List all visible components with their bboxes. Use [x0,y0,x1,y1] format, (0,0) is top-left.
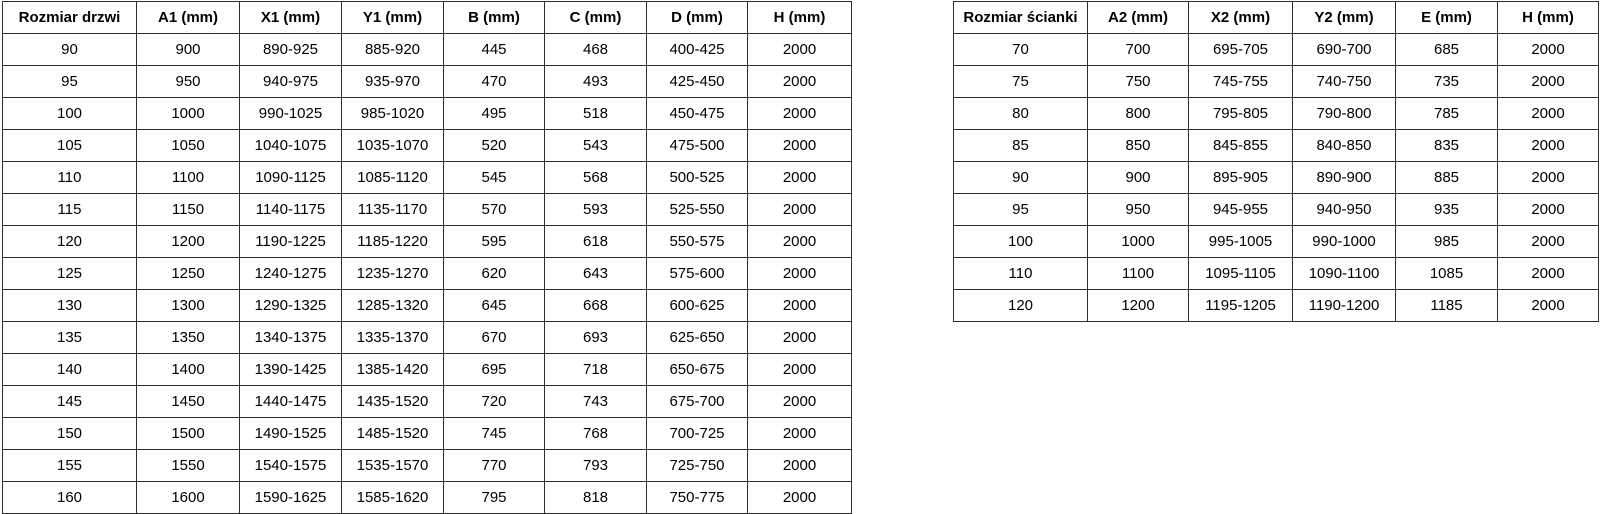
table-cell: 400-425 [647,34,748,66]
table-cell: 1200 [137,226,240,258]
table-cell: 1085-1120 [342,162,444,194]
table-cell: 75 [954,66,1088,98]
table-cell: 2000 [1498,34,1599,66]
table-cell: 1335-1370 [342,322,444,354]
table-cell: 1235-1270 [342,258,444,290]
table-cell: 945-955 [1189,194,1293,226]
table-row [3,130,852,162]
table-cell: 1095-1105 [1189,258,1293,290]
wall-size-table [953,1,1599,322]
table-cell: 2000 [748,354,852,386]
table-cell: 985-1020 [342,98,444,130]
table-row [3,354,852,386]
table-cell: 2000 [748,34,852,66]
table-cell: 425-450 [647,66,748,98]
table-cell: 568 [545,162,647,194]
table-row [3,98,852,130]
table-cell: 650-675 [647,354,748,386]
table-cell: 1385-1420 [342,354,444,386]
table-cell: 550-575 [647,226,748,258]
table-cell: 1185-1220 [342,226,444,258]
table-cell: 2000 [1498,194,1599,226]
table-cell: 675-700 [647,386,748,418]
table-cell: 625-650 [647,322,748,354]
table-cell: 793 [545,450,647,482]
table-cell: 885-920 [342,34,444,66]
column-header: B (mm) [444,2,545,34]
table-cell: 145 [3,386,137,418]
table-row [954,194,1599,226]
table-cell: 940-975 [240,66,342,98]
table-cell: 990-1000 [1293,226,1396,258]
table-cell: 570 [444,194,545,226]
table-cell: 990-1025 [240,98,342,130]
table-cell: 1135-1170 [342,194,444,226]
column-header: H (mm) [1498,2,1599,34]
table-cell: 700-725 [647,418,748,450]
door-table-header [3,2,852,34]
table-cell: 1440-1475 [240,386,342,418]
column-header: Rozmiar drzwi [3,2,137,34]
table-cell: 950 [1088,194,1189,226]
table-cell: 593 [545,194,647,226]
table-cell: 1140-1175 [240,194,342,226]
table-row [3,450,852,482]
table-cell: 1085 [1396,258,1498,290]
table-cell: 2000 [748,258,852,290]
table-cell: 1285-1320 [342,290,444,322]
table-cell: 1035-1070 [342,130,444,162]
table-cell: 445 [444,34,545,66]
column-header: E (mm) [1396,2,1498,34]
table-cell: 95 [3,66,137,98]
table-cell: 690-700 [1293,34,1396,66]
table-cell: 1400 [137,354,240,386]
table-cell: 835 [1396,130,1498,162]
table-row [3,418,852,450]
table-cell: 468 [545,34,647,66]
column-header: Y2 (mm) [1293,2,1396,34]
wall-table-body [954,34,1599,322]
table-cell: 840-850 [1293,130,1396,162]
table-cell: 150 [3,418,137,450]
table-cell: 1435-1520 [342,386,444,418]
table-cell: 885 [1396,162,1498,194]
table-cell: 125 [3,258,137,290]
table-cell: 850 [1088,130,1189,162]
table-cell: 1150 [137,194,240,226]
table-cell: 160 [3,482,137,514]
table-cell: 1090-1100 [1293,258,1396,290]
table-cell: 670 [444,322,545,354]
table-row [3,322,852,354]
table-row [954,66,1599,98]
table-cell: 785 [1396,98,1498,130]
table-cell: 643 [545,258,647,290]
table-cell: 70 [954,34,1088,66]
column-header: C (mm) [545,2,647,34]
table-cell: 120 [954,290,1088,322]
table-cell: 1050 [137,130,240,162]
table-cell: 620 [444,258,545,290]
table-cell: 475-500 [647,130,748,162]
table-cell: 450-475 [647,98,748,130]
table-cell: 890-900 [1293,162,1396,194]
table-cell: 543 [545,130,647,162]
table-cell: 1185 [1396,290,1498,322]
table-cell: 1590-1625 [240,482,342,514]
table-cell: 935-970 [342,66,444,98]
table-cell: 1000 [137,98,240,130]
table-cell: 695 [444,354,545,386]
table-cell: 2000 [748,386,852,418]
table-cell: 2000 [748,322,852,354]
table-cell: 795 [444,482,545,514]
table-cell: 520 [444,130,545,162]
table-cell: 618 [545,226,647,258]
table-cell: 695-705 [1189,34,1293,66]
table-cell: 1040-1075 [240,130,342,162]
table-row [3,290,852,322]
table-cell: 985 [1396,226,1498,258]
table-cell: 1000 [1088,226,1189,258]
table-cell: 493 [545,66,647,98]
table-cell: 1100 [137,162,240,194]
wall-table-header [954,2,1599,34]
table-cell: 470 [444,66,545,98]
table-row [954,258,1599,290]
table-cell: 80 [954,98,1088,130]
table-cell: 2000 [1498,130,1599,162]
table-row [954,226,1599,258]
column-header: H (mm) [748,2,852,34]
table-cell: 500-525 [647,162,748,194]
table-cell: 1190-1200 [1293,290,1396,322]
table-cell: 525-550 [647,194,748,226]
table-cell: 105 [3,130,137,162]
table-cell: 740-750 [1293,66,1396,98]
table-cell: 950 [137,66,240,98]
table-cell: 900 [137,34,240,66]
table-cell: 85 [954,130,1088,162]
table-row [954,98,1599,130]
column-header: D (mm) [647,2,748,34]
table-cell: 645 [444,290,545,322]
table-cell: 100 [954,226,1088,258]
table-cell: 1535-1570 [342,450,444,482]
table-cell: 2000 [748,98,852,130]
table-cell: 1490-1525 [240,418,342,450]
table-row [3,162,852,194]
table-cell: 1450 [137,386,240,418]
header-row [3,2,852,34]
table-cell: 2000 [1498,98,1599,130]
table-cell: 1250 [137,258,240,290]
table-row [3,194,852,226]
table-cell: 545 [444,162,545,194]
table-cell: 1290-1325 [240,290,342,322]
table-cell: 2000 [748,194,852,226]
table-cell: 790-800 [1293,98,1396,130]
table-cell: 718 [545,354,647,386]
table-cell: 110 [3,162,137,194]
table-row [954,34,1599,66]
table-cell: 110 [954,258,1088,290]
table-cell: 1550 [137,450,240,482]
table-cell: 2000 [1498,258,1599,290]
table-cell: 2000 [1498,290,1599,322]
column-header: X1 (mm) [240,2,342,34]
table-cell: 600-625 [647,290,748,322]
table-cell: 700 [1088,34,1189,66]
table-cell: 115 [3,194,137,226]
table-cell: 1585-1620 [342,482,444,514]
table-cell: 1300 [137,290,240,322]
table-cell: 995-1005 [1189,226,1293,258]
column-header: Y1 (mm) [342,2,444,34]
table-cell: 120 [3,226,137,258]
table-row [3,66,852,98]
table-cell: 1540-1575 [240,450,342,482]
table-cell: 693 [545,322,647,354]
table-row [954,162,1599,194]
column-header: A1 (mm) [137,2,240,34]
table-cell: 940-950 [1293,194,1396,226]
table-cell: 1200 [1088,290,1189,322]
table-cell: 768 [545,418,647,450]
table-row [954,290,1599,322]
table-cell: 575-600 [647,258,748,290]
table-cell: 518 [545,98,647,130]
table-cell: 130 [3,290,137,322]
table-row [3,226,852,258]
table-cell: 1100 [1088,258,1189,290]
table-cell: 2000 [748,226,852,258]
table-cell: 2000 [748,418,852,450]
door-table-body [3,34,852,514]
table-cell: 1340-1375 [240,322,342,354]
table-cell: 735 [1396,66,1498,98]
table-cell: 895-905 [1189,162,1293,194]
table-cell: 1190-1225 [240,226,342,258]
table-cell: 770 [444,450,545,482]
table-cell: 2000 [748,290,852,322]
table-cell: 2000 [1498,226,1599,258]
table-cell: 100 [3,98,137,130]
table-cell: 743 [545,386,647,418]
table-row [3,482,852,514]
header-row [954,2,1599,34]
table-cell: 1195-1205 [1189,290,1293,322]
table-cell: 685 [1396,34,1498,66]
table-cell: 1240-1275 [240,258,342,290]
column-header: A2 (mm) [1088,2,1189,34]
table-cell: 90 [3,34,137,66]
table-cell: 1350 [137,322,240,354]
table-row [3,386,852,418]
table-cell: 750 [1088,66,1189,98]
table-cell: 155 [3,450,137,482]
table-cell: 1390-1425 [240,354,342,386]
table-cell: 818 [545,482,647,514]
table-cell: 2000 [1498,66,1599,98]
table-cell: 668 [545,290,647,322]
table-cell: 720 [444,386,545,418]
table-cell: 2000 [748,482,852,514]
table-cell: 595 [444,226,545,258]
table-cell: 935 [1396,194,1498,226]
table-cell: 890-925 [240,34,342,66]
table-cell: 725-750 [647,450,748,482]
table-cell: 900 [1088,162,1189,194]
table-cell: 2000 [748,66,852,98]
table-cell: 90 [954,162,1088,194]
table-row [3,34,852,66]
table-cell: 745 [444,418,545,450]
table-cell: 750-775 [647,482,748,514]
table-cell: 845-855 [1189,130,1293,162]
table-cell: 1500 [137,418,240,450]
table-cell: 135 [3,322,137,354]
table-cell: 795-805 [1189,98,1293,130]
table-cell: 1090-1125 [240,162,342,194]
table-cell: 2000 [748,130,852,162]
table-cell: 1485-1520 [342,418,444,450]
table-cell: 2000 [1498,162,1599,194]
table-cell: 495 [444,98,545,130]
table-cell: 1600 [137,482,240,514]
table-cell: 800 [1088,98,1189,130]
table-cell: 140 [3,354,137,386]
column-header: Rozmiar ścianki [954,2,1088,34]
table-cell: 745-755 [1189,66,1293,98]
table-row [954,130,1599,162]
table-cell: 95 [954,194,1088,226]
table-cell: 2000 [748,450,852,482]
door-size-table [2,1,852,514]
table-cell: 2000 [748,162,852,194]
table-row [3,258,852,290]
column-header: X2 (mm) [1189,2,1293,34]
